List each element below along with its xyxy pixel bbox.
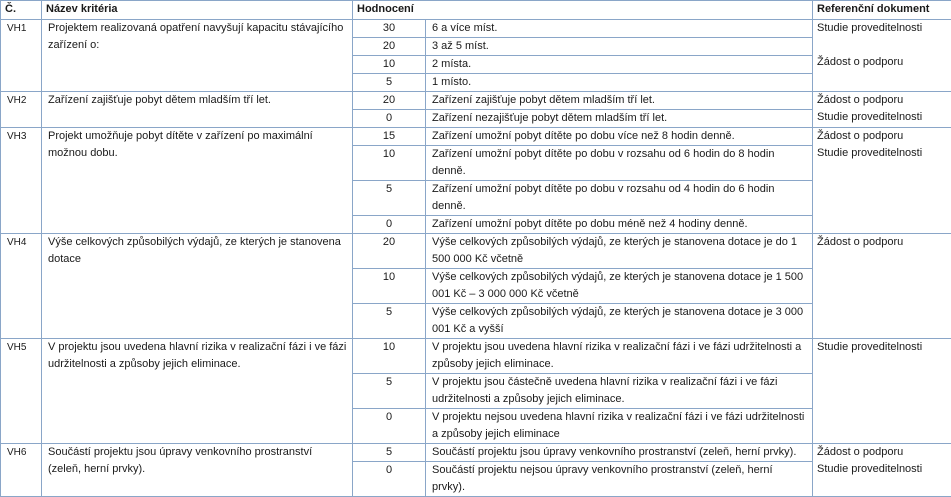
option-text: Výše celkových způsobilých výdajů, ze kterých je stanovena dotace je 3 000 001 Kč a vyšší xyxy=(426,304,813,339)
points: 5 xyxy=(353,74,426,92)
ref-document xyxy=(813,92,951,128)
header-ref: Referenční dokument xyxy=(813,1,951,20)
criterion-code: VH1 xyxy=(1,20,42,92)
criterion-name: Projekt umožňuje pobyt dítěte v zařízení po maximální možnou dobu. xyxy=(42,128,353,234)
option-text: Součástí projektu nejsou úpravy venkovního prostranství (zeleň, herní prvky). xyxy=(426,462,813,497)
points: 5 xyxy=(353,374,426,409)
option-text: Zařízení zajišťuje pobyt dětem mladším tří let. xyxy=(426,92,813,110)
option-text: 1 místo. xyxy=(426,74,813,92)
ref-document-2: Studie proveditelnosti xyxy=(817,109,947,126)
option-text: Součástí projektu jsou úpravy venkovního prostranství (zeleň, herní prvky). xyxy=(426,444,813,462)
points: 0 xyxy=(353,409,426,444)
table-row xyxy=(1,20,951,38)
criterion-code: VH4 xyxy=(1,234,42,339)
ref-document-1: Žádost o podporu xyxy=(817,128,947,145)
points: 20 xyxy=(353,234,426,269)
header-row xyxy=(1,1,951,20)
table-row xyxy=(1,339,951,374)
table-row xyxy=(1,234,951,269)
criterion-name: Zařízení zajišťuje pobyt dětem mladším tří let. xyxy=(42,92,353,128)
points: 20 xyxy=(353,92,426,110)
ref-document xyxy=(813,234,951,339)
ref-document-1: Žádost o podporu xyxy=(817,92,947,109)
table-row xyxy=(1,92,951,110)
ref-document xyxy=(813,128,951,234)
ref-document-2: Žádost o podporu xyxy=(817,54,947,71)
points: 0 xyxy=(353,110,426,128)
header-score: Hodnocení xyxy=(353,1,813,20)
ref-document xyxy=(813,444,951,497)
table-row xyxy=(1,444,951,462)
option-text: Výše celkových způsobilých výdajů, ze kterých je stanovena dotace je 1 500 001 Kč – 3 000 000 Kč včetně xyxy=(426,269,813,304)
option-text: 3 až 5 míst. xyxy=(426,38,813,56)
ref-document-1: Studie proveditelnosti xyxy=(817,339,947,356)
points: 15 xyxy=(353,128,426,146)
option-text: V projektu jsou uvedena hlavní rizika v realizační fázi i ve fázi udržitelnosti a způsoby jejich eliminace. xyxy=(426,339,813,374)
option-text: Zařízení umožní pobyt dítěte po dobu v rozsahu od 4 hodin do 6 hodin denně. xyxy=(426,181,813,216)
ref-document xyxy=(813,339,951,444)
criterion-code: VH5 xyxy=(1,339,42,444)
points: 5 xyxy=(353,304,426,339)
criterion-name: V projektu jsou uvedena hlavní rizika v realizační fázi i ve fázi udržitelnosti a způsoby jejich eliminace. xyxy=(42,339,353,444)
option-text: 6 a více míst. xyxy=(426,20,813,38)
ref-document-2: Studie proveditelnosti xyxy=(817,461,947,478)
points: 20 xyxy=(353,38,426,56)
criterion-name: Výše celkových způsobilých výdajů, ze kterých je stanovena dotace xyxy=(42,234,353,339)
criterion-name: Projektem realizovaná opatření navyšují kapacitu stávajícího zařízení o: xyxy=(42,20,353,92)
criterion-name: Součástí projektu jsou úpravy venkovního prostranství (zeleň, herní prvky). xyxy=(42,444,353,497)
option-text: Zařízení umožní pobyt dítěte po dobu více než 8 hodin denně. xyxy=(426,128,813,146)
points: 10 xyxy=(353,56,426,74)
ref-document-1: Žádost o podporu xyxy=(817,444,947,461)
option-text: Zařízení nezajišťuje pobyt dětem mladším tří let. xyxy=(426,110,813,128)
ref-document-1: Žádost o podporu xyxy=(817,234,947,251)
points: 10 xyxy=(353,269,426,304)
points: 0 xyxy=(353,462,426,497)
option-text: V projektu jsou částečně uvedena hlavní rizika v realizační fázi i ve fázi udržitelnosti a způsoby jejich eliminace. xyxy=(426,374,813,409)
points: 10 xyxy=(353,339,426,374)
option-text: Výše celkových způsobilých výdajů, ze kterých je stanovena dotace je do 1 500 000 Kč včetně xyxy=(426,234,813,269)
option-text: Zařízení umožní pobyt dítěte po dobu v rozsahu od 6 hodin do 8 hodin denně. xyxy=(426,146,813,181)
criterion-code: VH3 xyxy=(1,128,42,234)
points: 10 xyxy=(353,146,426,181)
criterion-code: VH6 xyxy=(1,444,42,497)
points: 5 xyxy=(353,444,426,462)
option-text: Zařízení umožní pobyt dítěte po dobu méně než 4 hodiny denně. xyxy=(426,216,813,234)
criterion-code: VH2 xyxy=(1,92,42,128)
header-code: Č. xyxy=(1,1,42,20)
ref-document-1: Studie proveditelnosti xyxy=(817,20,947,37)
points: 0 xyxy=(353,216,426,234)
points: 5 xyxy=(353,181,426,216)
table-row xyxy=(1,128,951,146)
header-name: Název kritéria xyxy=(42,1,353,20)
points: 30 xyxy=(353,20,426,38)
ref-document xyxy=(813,20,951,92)
ref-document-2: Studie proveditelnosti xyxy=(817,145,947,162)
option-text: V projektu nejsou uvedena hlavní rizika v realizační fázi i ve fázi udržitelnosti a způsoby jejich eliminace xyxy=(426,409,813,444)
option-text: 2 místa. xyxy=(426,56,813,74)
